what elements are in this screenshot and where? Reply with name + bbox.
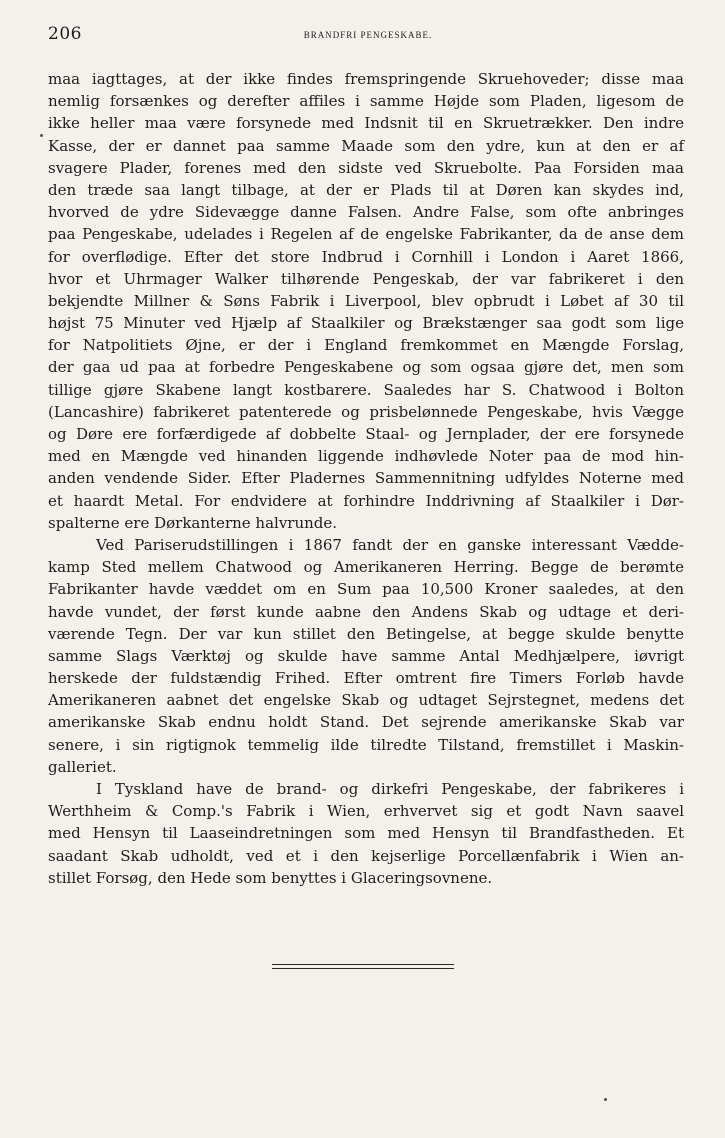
section-divider-rule	[272, 964, 454, 965]
text-line: Werthheim & Comp.'s Fabrik i Wien, erhvervet sig et godt Navn saavel	[48, 802, 684, 821]
text-line: der gaa ud paa at forbedre Pengeskabene og som ogsaa gjøre det, men som	[48, 358, 684, 377]
text-line: samme Slags Værktøj og skulde have samme Antal Medhjælpere, iøvrigt	[48, 646, 684, 665]
text-line: (Lancashire) fabrikeret patenterede og prisbelønnede Pengeskabe, hvis Vægge	[48, 402, 684, 421]
text-line: kamp Sted mellem Chatwood og Amerikaneren Herring. Begge de berømte	[48, 558, 684, 577]
text-line: og Døre ere forfærdigede af dobbelte Staal- og Jernplader, der ere forsynede	[48, 425, 684, 443]
running-title: BRANDFRI PENGESKABE.	[303, 30, 433, 40]
text-line: Fabrikanter havde væddet om en Sum paa 10,500 Kroner saaledes, at den	[48, 580, 684, 599]
text-line: værende Tegn. Der var kun stillet den Betingelse, at begge skulde benytte	[48, 624, 684, 643]
text-line: hvorved de ydre Sidevægge danne Falsen. Andre False, som ofte anbringes	[48, 203, 684, 222]
text-line: nemlig forsænkes og derefter affiles i samme Højde som Pladen, ligesom de	[48, 92, 684, 111]
paragraph	[48, 534, 684, 778]
text-line: højst 75 Minuter ved Hjælp af Staalkiler og Brækstænger saa godt som lige	[48, 314, 684, 333]
text-line: tillige gjøre Skabene langt kostbarere. Saaledes har S. Chatwood i Bolton	[48, 380, 684, 399]
text-line: spalterne ere Dørkanterne halvrunde.	[48, 513, 338, 532]
body-text	[48, 68, 684, 889]
text-line: havde vundet, der først kunde aabne den Andens Skab og udtage et deri-	[48, 602, 684, 621]
text-line: saadant Skab udholdt, ved et i den kejserlige Porcellænfabrik i Wien an-	[48, 846, 684, 865]
text-line: galleriet.	[48, 757, 117, 776]
text-line: I Tyskland have de brand- og dirkefri Pengeskabe, der fabrikeres i	[96, 780, 684, 798]
text-line: Amerikaneren aabnet det engelske Skab og udtaget Sejrstegnet, medens det	[48, 691, 684, 710]
page-number: 206	[48, 24, 82, 44]
text-line: med en Mængde ved hinanden liggende indhøvlede Noter paa de mod hin-	[48, 447, 684, 466]
section-divider-rule	[272, 968, 454, 969]
text-line: amerikanske Skab endnu holdt Stand. Det sejrende amerikanske Skab var	[48, 713, 684, 732]
text-line: stillet Forsøg, den Hede som benyttes i Glaceringsovnene.	[48, 868, 493, 887]
text-line: senere, i sin rigtignok temmelig ilde tilredte Tilstand, fremstillet i Maskin-	[48, 735, 684, 754]
ink-speck	[40, 134, 43, 137]
text-line: med Hensyn til Laaseindretningen som med Hensyn til Brandfastheden. Et	[48, 824, 684, 843]
text-line: svagere Plader, forenes med den sidste ved Skruebolte. Paa Forsiden maa	[48, 158, 684, 177]
text-line: Kasse, der er dannet paa samme Maade som den ydre, kun at den er af	[48, 136, 684, 155]
text-line: paa Pengeskabe, udelades i Regelen af de engelske Fabrikanter, da de anse dem	[48, 225, 684, 244]
text-line: den træde saa langt tilbage, at der er Plads til at Døren kan skydes ind,	[48, 180, 684, 199]
text-line: herskede der fuldstændig Frihed. Efter omtrent fire Timers Forløb havde	[48, 669, 684, 688]
text-line: for overflødige. Efter det store Indbrud i Cornhill i London i Aaret 1866,	[48, 247, 684, 266]
text-line: et haardt Metal. For endvidere at forhindre Inddrivning af Staalkiler i Dør-	[48, 491, 684, 510]
text-line: for Natpolitiets Øjne, er der i England fremkommet en Mængde Forslag,	[48, 336, 684, 355]
text-line: ikke heller maa være forsynede med Indsnit til en Skruetrækker. Den indre	[48, 114, 684, 133]
text-line: bekjendte Millner & Søns Fabrik i Liverpool, blev opbrudt i Løbet af 30 til	[48, 291, 684, 310]
text-line: anden vendende Sider. Efter Pladernes Sammennitning udfyldes Noterne med	[48, 469, 684, 488]
paragraph	[48, 68, 684, 534]
text-line: maa iagttages, at der ikke findes fremspringende Skruehoveder; disse maa	[48, 70, 684, 88]
text-line: Ved Pariserudstillingen i 1867 fandt der en ganske interessant Vædde-	[96, 535, 684, 554]
page-header	[48, 24, 688, 48]
ink-speck	[604, 1098, 607, 1101]
paragraph	[48, 778, 684, 889]
text-line: hvor et Uhrmager Walker tilhørende Pengeskab, der var fabrikeret i den	[48, 269, 684, 288]
